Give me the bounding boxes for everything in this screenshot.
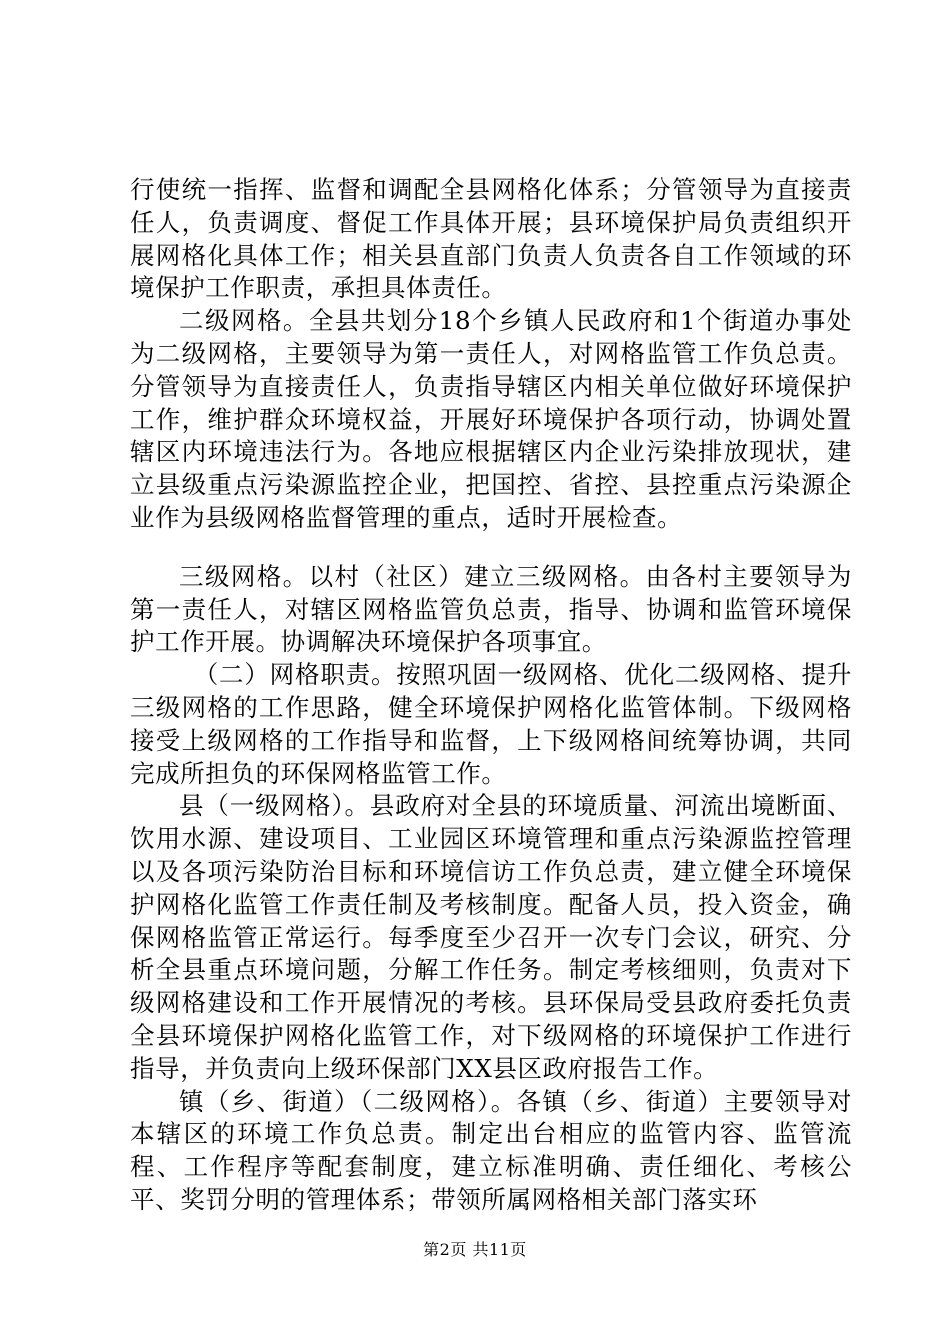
paragraph-level2-grid: 二级网格。全县共划分18个乡镇人民政府和1个街道办事处为二级网格，主要领导为第一责任人，对网格监管工作负总责。分管领导为直接责任人，负责指导辖区内相关单位做好环境保护工作，维护群众环境权益，开展好环境保护各项行动，协调处置辖区内环境违法行为。各地应根据辖区内企业污染排放现状，建立县级重点污染源监控企业，把国控、省控、县控重点污染源企业作为县级网格监督管理的重点，适时开展检查。 <box>130 306 852 532</box>
paragraph-grid-duties: （二）网格职责。按照巩固一级网格、优化二级网格、提升三级网格的工作思路，健全环境保护网格化监管体制。下级网格接受上级网格的工作指导和监督，上下级网格间统筹协调，共同完成所担负的环保网格监管工作。 <box>130 660 852 788</box>
paragraph-county-level: 县（一级网格）。县政府对全县的环境质量、河流出境断面、饮用水源、建设项目、工业园区环境管理和重点污染源监控管理以及各项污染防治目标和环境信访工作负总责，建立健全环境保护网格化监管工作责任制及考核制度。配备人员，投入资金，确保网格监管正常运行。每季度至少召开一次专门会议，研究、分析全县重点环境问题，分解工作任务。制定考核细则，负责对下级网格建设和工作开展情况的考核。县环保局受县政府委托负责全县环境保护网格化监管工作，对下级网格的环境保护工作进行指导，并负责向上级环保部门XX县区政府报告工作。 <box>130 791 852 1083</box>
page-number-footer: 第2页 共11页 <box>423 1240 527 1259</box>
paragraph-continuation: 行使统一指挥、监督和调配全县网格化体系；分管领导为直接责任人，负责调度、督促工作具体开展；县环境保护局负责组织开展网格化具体工作；相关县直部门负责人负责各自工作领域的环境保护工作职责，承担具体责任。 <box>130 175 852 303</box>
paragraph-town-level: 镇（乡、街道）（二级网格）。各镇（乡、街道）主要领导对本辖区的环境工作负总责。制定出台相应的监管内容、监管流程、工作程序等配套制度，建立标准明确、责任细化、考核公平、奖罚分明的管理体系；带领所属网格相关部门落实环 <box>130 1086 852 1214</box>
document-body <box>130 174 852 1217</box>
paragraph-level3-grid: 三级网格。以村（社区）建立三级网格。由各村主要领导为第一责任人，对辖区网格监管负总责，指导、协调和监管环境保护工作开展。协调解决环境保护各项事宜。 <box>130 561 852 657</box>
